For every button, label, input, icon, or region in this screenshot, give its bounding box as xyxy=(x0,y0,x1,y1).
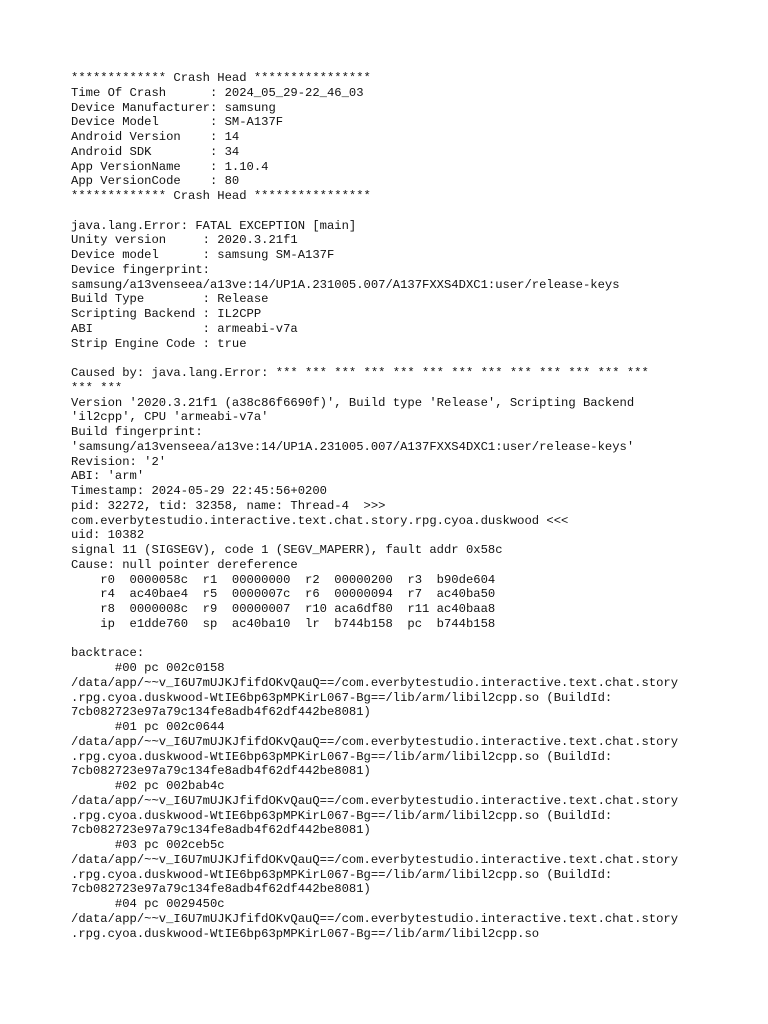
backtrace-line: 7cb082723e97a79c134fe8adb4f62df442be8081) xyxy=(71,882,371,897)
crash-head-line: ************* Crash Head **************** xyxy=(71,189,371,203)
caused-by-line: com.everbytestudio.interactive.text.chat.story.rpg.cyoa.duskwood <<< xyxy=(71,513,569,528)
fatal-exception-line: Strip Engine Code : true xyxy=(71,336,247,351)
caused-by-line: ABI: 'arm' xyxy=(71,469,145,484)
caused-by-line: Build fingerprint: xyxy=(71,425,203,439)
blank-line xyxy=(71,632,751,647)
blank-line xyxy=(71,204,751,219)
backtrace-section xyxy=(71,646,751,941)
crash-head-line: Device Manufacturer: samsung xyxy=(71,100,276,115)
backtrace-line: /data/app/~~v_I6U7mUJKJfifdOKvQauQ==/com.everbytestudio.interactive.text.chat.story xyxy=(71,911,679,926)
backtrace-line: .rpg.cyoa.duskwood-WtIE6bp63pMPKirL067-Bg==/lib/arm/libil2cpp.so (BuildId: xyxy=(71,690,613,705)
crash-log-document xyxy=(71,71,751,941)
crash-head-line: App VersionName : 1.10.4 xyxy=(71,159,269,174)
caused-by-line: r8 0000008c r9 00000007 r10 aca6df80 r11 ac40baa8 xyxy=(71,602,496,616)
crash-head-line: App VersionCode : 80 xyxy=(71,174,240,189)
fatal-exception-line: samsung/a13venseea/a13ve:14/UP1A.231005.007/A137FXXS4DXC1:user/release-keys xyxy=(71,277,620,292)
backtrace-line: 7cb082723e97a79c134fe8adb4f62df442be8081) xyxy=(71,823,371,838)
backtrace-line: .rpg.cyoa.duskwood-WtIE6bp63pMPKirL067-Bg==/lib/arm/libil2cpp.so (BuildId: xyxy=(71,867,613,882)
fatal-exception-line: Build Type : Release xyxy=(71,292,269,307)
fatal-exception-line: ABI : armeabi-v7a xyxy=(71,321,298,336)
caused-by-line: pid: 32272, tid: 32358, name: Thread-4 >>> xyxy=(71,498,386,513)
crash-head-line: Time Of Crash : 2024_05_29-22_46_03 xyxy=(71,85,364,100)
crash-head-line: Device Model : SM-A137F xyxy=(71,115,284,130)
backtrace-line: .rpg.cyoa.duskwood-WtIE6bp63pMPKirL067-Bg==/lib/arm/libil2cpp.so xyxy=(71,926,540,941)
crash-head-line: Android Version : 14 xyxy=(71,130,240,144)
fatal-exception-line: Unity version : 2020.3.21f1 xyxy=(71,233,298,248)
backtrace-line: #03 pc 002ceb5c xyxy=(71,838,225,852)
backtrace-line: #02 pc 002bab4c xyxy=(71,779,225,793)
crash-head-line: ************* Crash Head **************** xyxy=(71,71,371,85)
backtrace-line: /data/app/~~v_I6U7mUJKJfifdOKvQauQ==/com.everbytestudio.interactive.text.chat.story xyxy=(71,734,679,749)
caused-by-section xyxy=(71,366,751,632)
fatal-exception-line: Device fingerprint: xyxy=(71,262,210,277)
backtrace-line: 7cb082723e97a79c134fe8adb4f62df442be8081) xyxy=(71,764,371,779)
backtrace-line: #00 pc 002c0158 xyxy=(71,661,225,675)
fatal-exception-line: Scripting Backend : IL2CPP xyxy=(71,307,262,321)
backtrace-line: /data/app/~~v_I6U7mUJKJfifdOKvQauQ==/com.everbytestudio.interactive.text.chat.story xyxy=(71,793,679,808)
caused-by-line: Cause: null pointer dereference xyxy=(71,557,298,572)
fatal-exception-line: java.lang.Error: FATAL EXCEPTION [main] xyxy=(71,218,357,233)
backtrace-line: #04 pc 0029450c xyxy=(71,897,225,911)
caused-by-line: ip e1dde760 sp ac40ba10 lr b744b158 pc b744b158 xyxy=(71,616,496,631)
blank-line xyxy=(71,351,751,366)
caused-by-line: Timestamp: 2024-05-29 22:45:56+0200 xyxy=(71,484,327,498)
caused-by-line: Caused by: java.lang.Error: *** *** *** *** *** *** *** *** *** *** *** *** *** xyxy=(71,366,649,380)
caused-by-line: *** *** xyxy=(71,380,123,395)
caused-by-line: r4 ac40bae4 r5 0000007c r6 00000094 r7 ac40ba50 xyxy=(71,587,496,602)
fatal-exception-section xyxy=(71,219,751,352)
backtrace-line: /data/app/~~v_I6U7mUJKJfifdOKvQauQ==/com.everbytestudio.interactive.text.chat.story xyxy=(71,852,679,867)
crash-head-section xyxy=(71,71,751,204)
backtrace-line: 7cb082723e97a79c134fe8adb4f62df442be8081) xyxy=(71,705,371,720)
caused-by-line: Version '2020.3.21f1 (a38c86f6690f)', Build type 'Release', Scripting Backend xyxy=(71,395,635,410)
crash-head-line: Android SDK : 34 xyxy=(71,144,240,159)
backtrace-line: .rpg.cyoa.duskwood-WtIE6bp63pMPKirL067-Bg==/lib/arm/libil2cpp.so (BuildId: xyxy=(71,808,613,823)
caused-by-line: Revision: '2' xyxy=(71,454,167,469)
backtrace-line: /data/app/~~v_I6U7mUJKJfifdOKvQauQ==/com.everbytestudio.interactive.text.chat.story xyxy=(71,675,679,690)
fatal-exception-line: Device model : samsung SM-A137F xyxy=(71,248,335,262)
caused-by-line: 'samsung/a13venseea/a13ve:14/UP1A.231005.007/A137FXXS4DXC1:user/release-keys' xyxy=(71,439,635,454)
caused-by-line: uid: 10382 xyxy=(71,528,145,543)
caused-by-line: r0 0000058c r1 00000000 r2 00000200 r3 b90de604 xyxy=(71,572,496,587)
caused-by-line: 'il2cpp', CPU 'armeabi-v7a' xyxy=(71,410,269,425)
caused-by-line: signal 11 (SIGSEGV), code 1 (SEGV_MAPERR), fault addr 0x58c xyxy=(71,543,503,557)
backtrace-line: #01 pc 002c0644 xyxy=(71,720,225,734)
backtrace-line: backtrace: xyxy=(71,646,145,661)
backtrace-line: .rpg.cyoa.duskwood-WtIE6bp63pMPKirL067-Bg==/lib/arm/libil2cpp.so (BuildId: xyxy=(71,749,613,764)
